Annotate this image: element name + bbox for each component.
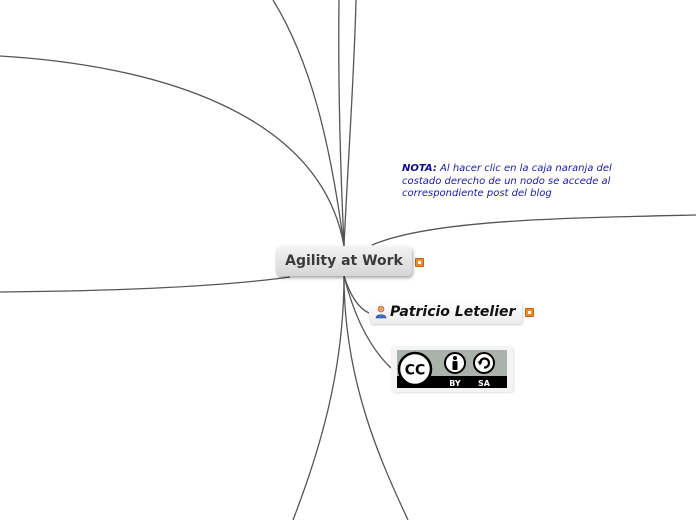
license-node[interactable]	[391, 346, 513, 392]
branch-top-1	[339, 0, 344, 246]
link-icon[interactable]	[415, 258, 424, 267]
branch-left-upper	[0, 56, 344, 246]
central-topic-label: Agility at Work	[285, 253, 403, 269]
attribution-icon	[453, 356, 458, 370]
branch-top-2	[344, 0, 356, 246]
branch-left-lower	[0, 277, 290, 292]
central-topic-node[interactable]	[276, 246, 412, 276]
license-sa-label: SA	[478, 379, 490, 388]
license-by-label: BY	[449, 379, 461, 388]
branch-bottom-left	[293, 276, 344, 520]
link-icon[interactable]	[525, 308, 534, 317]
person-icon	[375, 305, 387, 319]
branch-right-author	[344, 276, 369, 313]
note-body: Al hacer clic en la caja naranja del costado derecho de un nodo se accede al correspondiente post del blog	[402, 163, 612, 199]
creative-commons-icon: CC	[404, 362, 426, 379]
note-label: NOTA:	[402, 163, 437, 174]
cc-by-sa-badge	[397, 350, 507, 388]
cc-badge-graphic	[397, 350, 507, 388]
author-name: Patricio Letelier	[390, 304, 516, 320]
author-node[interactable]	[369, 302, 522, 324]
branch-right-note	[372, 215, 696, 245]
note-text	[402, 163, 632, 201]
